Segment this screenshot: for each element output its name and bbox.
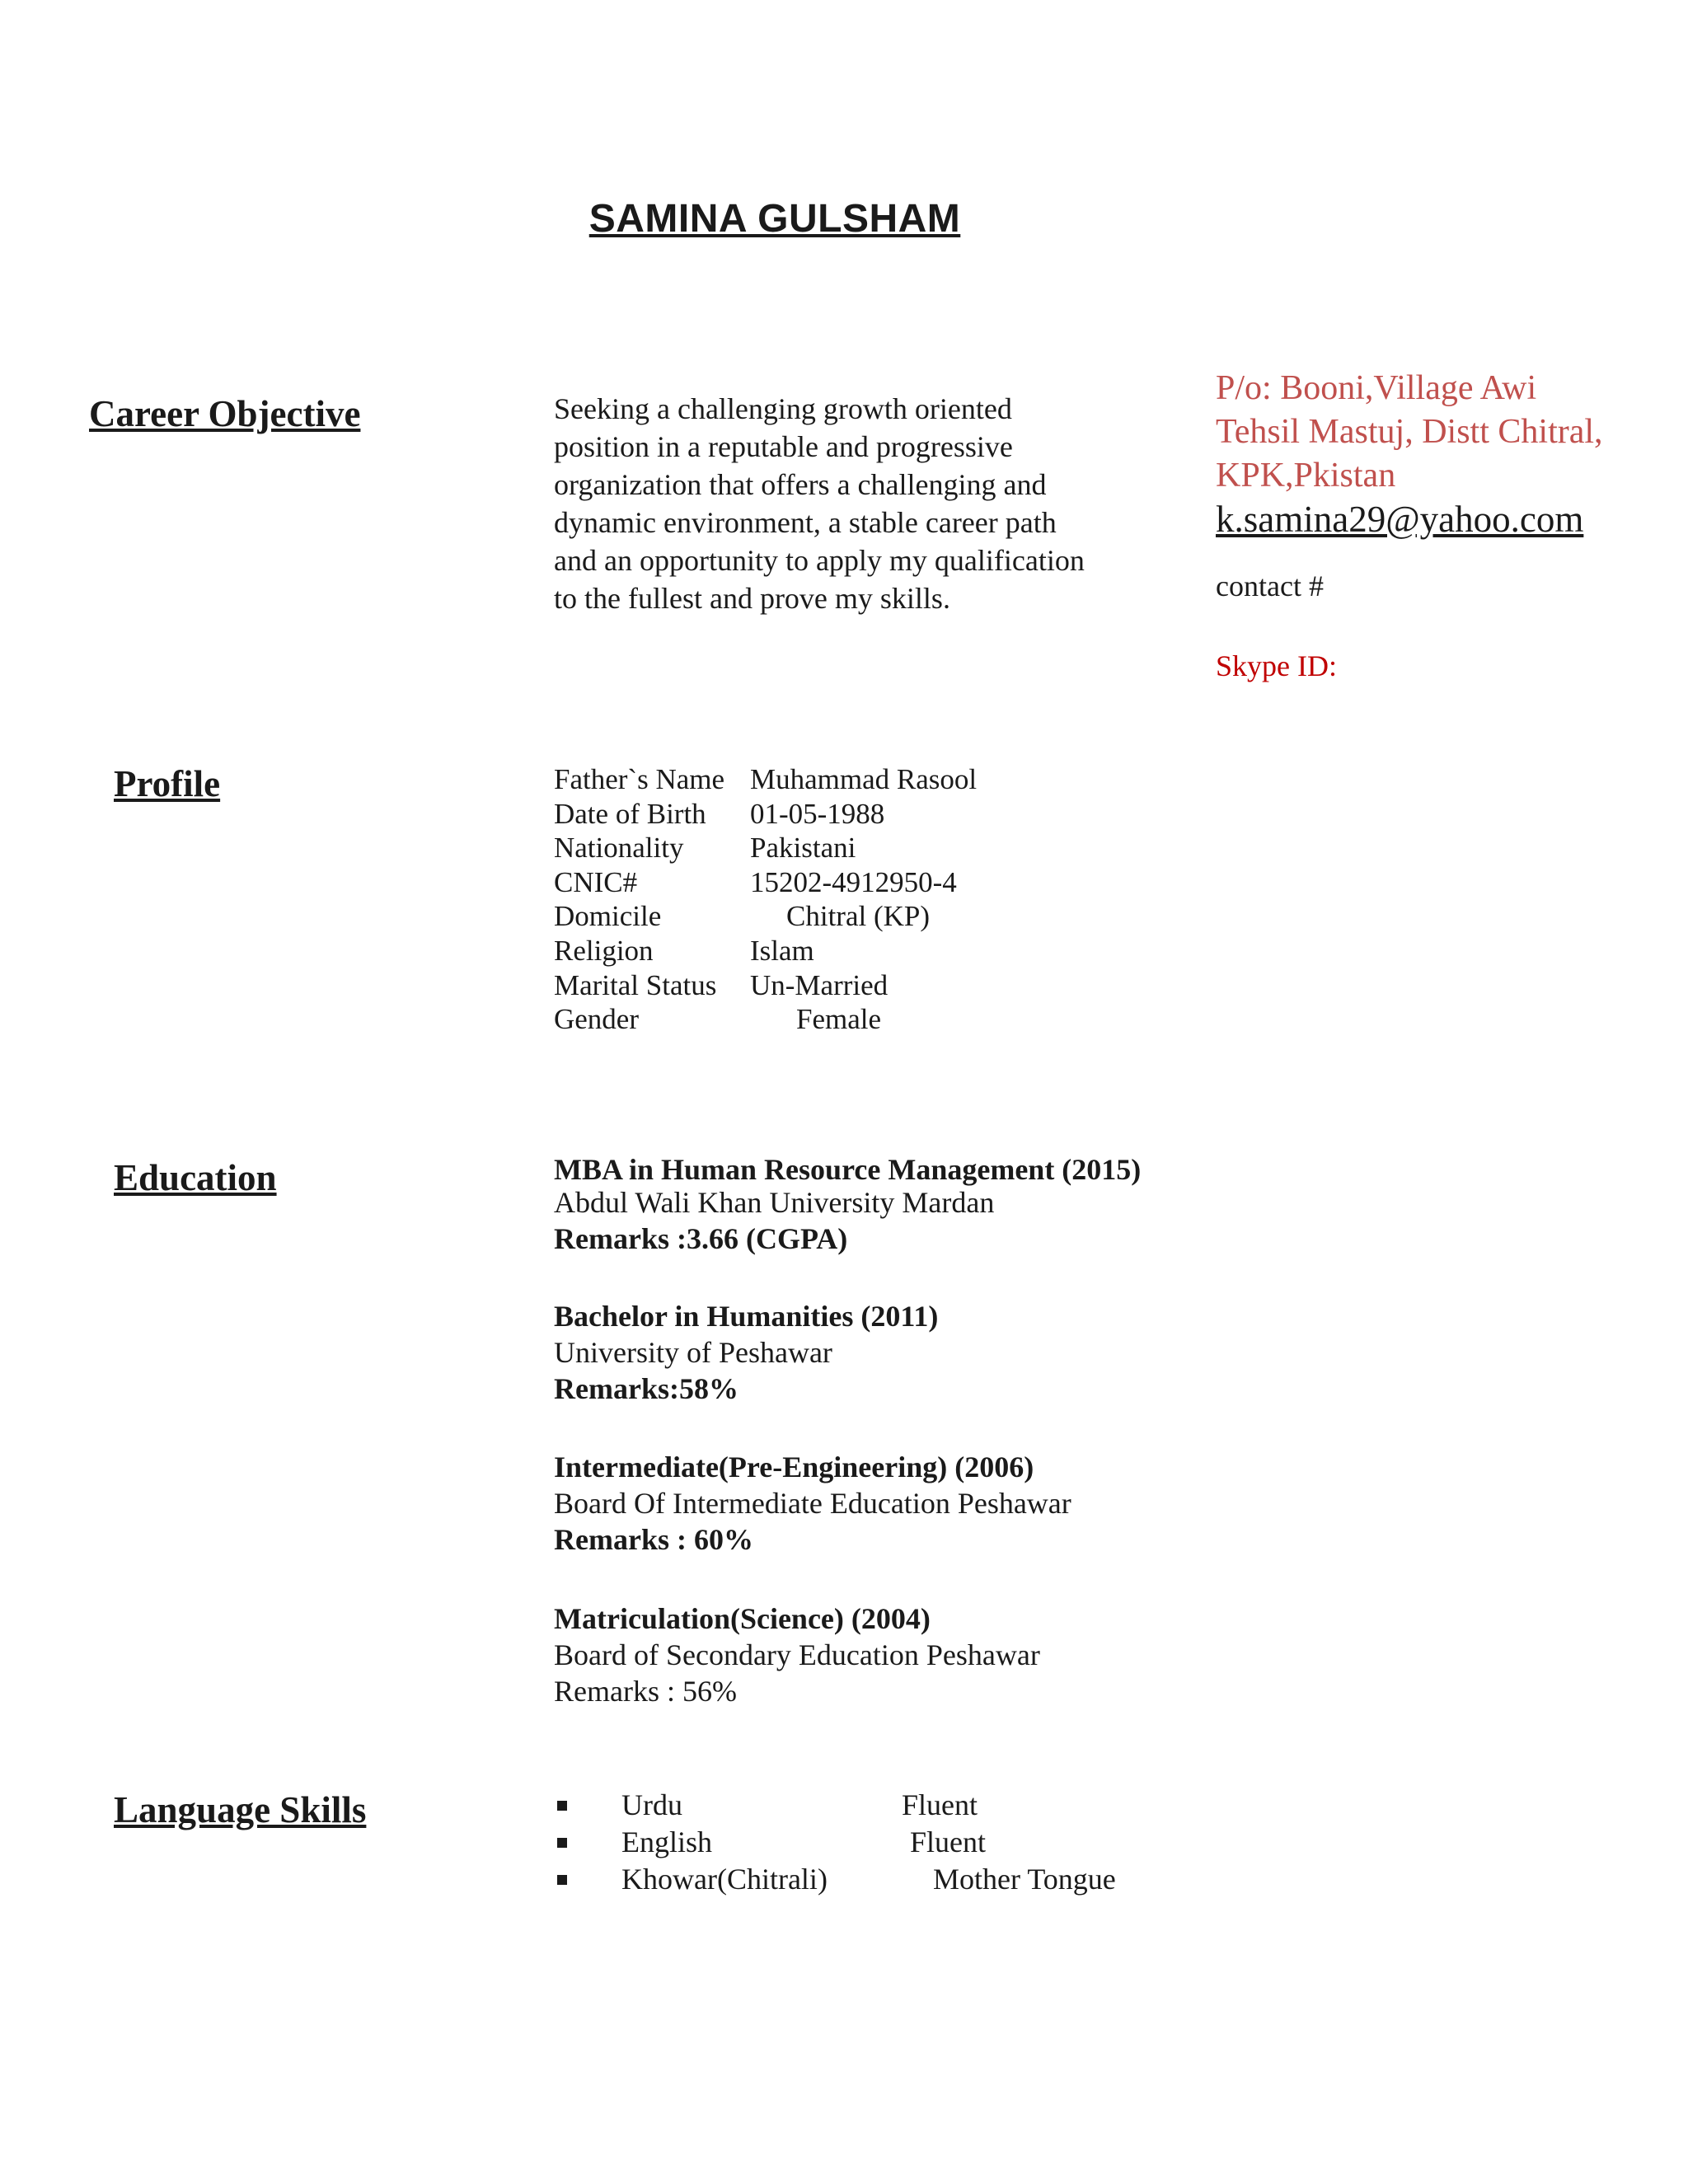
education-entry [554, 1601, 1296, 1709]
objective-line: dynamic environment, a stable career path [554, 506, 1057, 539]
language-name: Khowar(Chitrali) [621, 1863, 828, 1896]
profile-key: Nationality [554, 832, 684, 865]
institution-name: Board of Secondary Education Peshawar [554, 1638, 1040, 1671]
remarks: Remarks:58% [554, 1372, 738, 1405]
language-list [554, 1787, 1116, 1898]
profile-row [554, 762, 977, 797]
profile-key: Gender [554, 1003, 640, 1036]
language-item [554, 1824, 1116, 1861]
education-heading: Education [114, 1157, 277, 1198]
resume-name: SAMINA GULSHAM [588, 197, 961, 241]
square-bullet-icon [557, 1838, 567, 1848]
profile-key: Date of Birth [554, 797, 706, 830]
language-skills-heading: Language Skills [114, 1789, 367, 1830]
education-entry [554, 1449, 1296, 1558]
email-link[interactable]: k.samina29@yahoo.com [1216, 499, 1584, 540]
profile-value: 15202-4912950-4 [750, 865, 957, 898]
profile-row [554, 899, 977, 934]
language-name: Urdu [621, 1788, 682, 1821]
profile-value: Female [796, 1003, 882, 1036]
profile-row [554, 797, 977, 832]
profile-value: Un-Married [750, 968, 889, 1001]
career-objective-text [554, 390, 1164, 617]
objective-line: position in a reputable and progressive [554, 430, 1013, 463]
profile-key: Father`s Name [554, 763, 725, 795]
language-level: Fluent [910, 1825, 987, 1858]
degree-title: Matriculation(Science) (2004) [554, 1602, 931, 1635]
remarks: Remarks :3.66 (CGPA) [554, 1222, 848, 1255]
remarks: Remarks : 56% [554, 1675, 737, 1708]
objective-line: Seeking a challenging growth oriented [554, 392, 1012, 425]
remarks: Remarks : 60% [554, 1523, 753, 1556]
language-level: Fluent [902, 1788, 978, 1821]
institution-name: University of Peshawar [554, 1336, 832, 1369]
profile-key: Marital Status [554, 968, 717, 1001]
address-line: KPK,Pkistan [1216, 457, 1396, 494]
profile-key: CNIC# [554, 865, 638, 898]
profile-value: Islam [750, 934, 814, 967]
profile-value: Muhammad Rasool [750, 763, 978, 795]
objective-line: to the fullest and prove my skills. [554, 582, 950, 615]
degree-title: Intermediate(Pre-Engineering) (2006) [554, 1451, 1034, 1483]
profile-row [554, 865, 977, 900]
profile-heading: Profile [114, 763, 221, 804]
career-objective-heading: Career Objective [89, 393, 361, 434]
contact-block [1216, 367, 1677, 688]
education-entry [554, 1151, 1296, 1257]
degree-title: MBA in Human Resource Management (2015) [554, 1153, 1142, 1186]
square-bullet-icon [557, 1875, 567, 1885]
degree-title: Bachelor in Humanities (2011) [554, 1300, 939, 1333]
address-line: P/o: Booni,Village Awi [1216, 369, 1537, 407]
profile-key: Religion [554, 934, 654, 967]
contact-number-label: contact # [1216, 569, 1324, 602]
education-entry [554, 1298, 1296, 1407]
profile-row [554, 831, 977, 865]
skype-id-label: Skype ID: [1216, 649, 1337, 682]
square-bullet-icon [557, 1801, 567, 1811]
profile-row [554, 1002, 977, 1037]
institution-name: Board Of Intermediate Education Peshawar [554, 1487, 1071, 1520]
address-line: Tehsil Mastuj, Distt Chitral, [1216, 413, 1603, 451]
profile-table [554, 762, 977, 1037]
institution-name: Abdul Wali Khan University Mardan [554, 1186, 995, 1219]
objective-line: and an opportunity to apply my qualification [554, 544, 1085, 577]
objective-line: organization that offers a challenging and [554, 468, 1047, 501]
profile-row [554, 968, 977, 1003]
profile-value: Chitral (KP) [786, 900, 931, 933]
language-level: Mother Tongue [933, 1863, 1116, 1896]
language-item [554, 1787, 1116, 1824]
profile-value: 01-05-1988 [750, 797, 885, 830]
profile-row [554, 934, 977, 968]
language-name: English [621, 1825, 713, 1858]
language-item [554, 1861, 1116, 1898]
profile-key: Domicile [554, 900, 662, 933]
profile-value: Pakistani [750, 832, 856, 865]
